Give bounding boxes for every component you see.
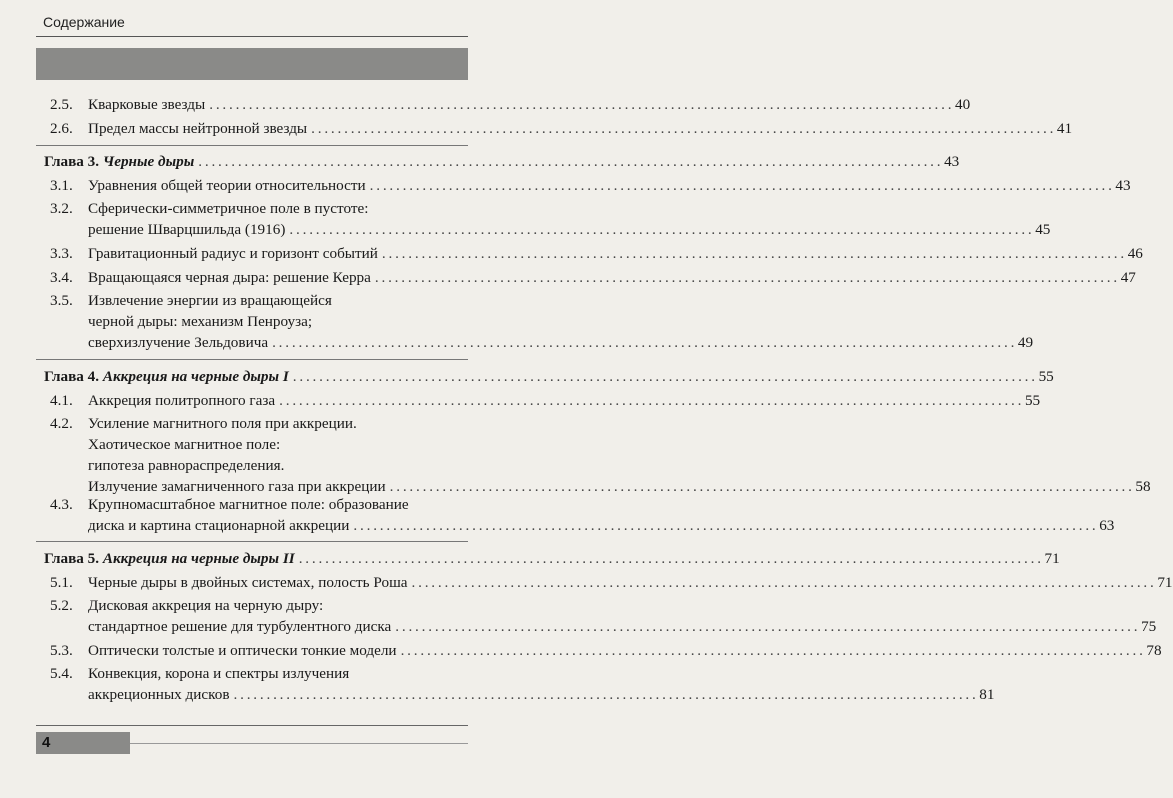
page-ref: 40 — [955, 96, 971, 113]
section-title: Предел массы нейтронной звезды — [88, 120, 308, 137]
toc-entry-3-3[interactable] — [50, 243, 1143, 264]
running-title: Содержание — [43, 14, 125, 30]
chapter-divider — [36, 359, 468, 360]
chapter-label: Глава 4. — [44, 368, 100, 385]
toc-entry-2-5[interactable] — [50, 94, 971, 115]
page-ref: 41 — [1056, 120, 1073, 137]
leader-dots — [205, 94, 955, 115]
toc-chapter-4[interactable] — [44, 366, 1054, 387]
section-title-continued: Излучение замагниченного газа при аккреции — [88, 478, 386, 495]
leader-dots — [289, 366, 1039, 387]
section-title: Крупномасштабное магнитное поле: образование — [88, 496, 409, 513]
section-number: 4.2. — [50, 415, 73, 432]
toc-entry-3-4[interactable] — [50, 267, 1136, 288]
page-ref: 71 — [1157, 574, 1173, 591]
leader-dots — [349, 515, 1099, 536]
toc-chapter-5[interactable] — [44, 548, 1060, 569]
leader-dots — [194, 151, 944, 172]
toc-chapter-3[interactable] — [44, 151, 960, 172]
toc-entry-5-3[interactable] — [50, 640, 1162, 661]
toc-entry-2-6[interactable] — [50, 118, 1073, 139]
leader-dots — [391, 616, 1141, 637]
section-title: Аккреция политропного газа — [88, 392, 276, 409]
toc-entry-5-1[interactable] — [50, 572, 1173, 593]
section-number: 3.2. — [50, 200, 73, 217]
footer-line — [130, 743, 468, 744]
section-title-continued: черной дыры: механизм Пенроуза; — [88, 313, 313, 330]
leader-dots — [378, 243, 1128, 264]
chapter-divider — [36, 541, 468, 542]
header-band — [36, 48, 468, 80]
page-ref: 71 — [1044, 550, 1060, 567]
page-ref: 75 — [1141, 618, 1157, 635]
section-number: 5.1. — [50, 574, 73, 591]
leader-dots — [386, 476, 1136, 497]
page-ref: 63 — [1099, 517, 1115, 534]
toc-entry-4-3[interactable] — [50, 494, 1115, 536]
section-number: 2.5. — [50, 96, 73, 113]
toc-entry-3-5[interactable] — [50, 290, 1034, 353]
section-title-continued: гипотеза равнораспределения. — [88, 457, 285, 474]
section-title: Усиление магнитного поля при аккреции. — [88, 415, 357, 432]
section-title: Кварковые звезды — [88, 96, 206, 113]
chapter-title: Аккреция на черные дыры I — [102, 368, 289, 385]
toc-entry-4-2[interactable] — [50, 413, 1151, 497]
page-ref: 55 — [1038, 368, 1054, 385]
section-number: 5.4. — [50, 665, 73, 682]
leader-dots — [307, 118, 1057, 139]
footer-rule — [36, 725, 468, 726]
header-rule — [36, 36, 468, 37]
section-title: Дисковая аккреция на черную дыру: — [88, 597, 324, 614]
chapter-title: Черные дыры — [102, 153, 195, 170]
toc-entry-5-4[interactable] — [50, 663, 995, 705]
page-ref: 55 — [1024, 392, 1041, 409]
section-number: 3.5. — [50, 292, 73, 309]
page-ref: 43 — [1115, 177, 1131, 194]
page-ref: 43 — [944, 153, 960, 170]
page-ref: 46 — [1127, 245, 1143, 262]
section-number: 2.6. — [50, 120, 73, 137]
section-title: Извлечение энергии из вращающейся — [88, 292, 332, 309]
leader-dots — [408, 572, 1158, 593]
toc-entry-5-2[interactable] — [50, 595, 1157, 637]
section-title: Сферически-симметричное поле в пустоте: — [88, 200, 369, 217]
toc-entry-4-1[interactable] — [50, 390, 1041, 411]
page-ref: 45 — [1035, 221, 1051, 238]
section-title: Оптически толстые и оптически тонкие модели — [88, 642, 397, 659]
section-title-continued: сверхизлучение Зельдовича — [88, 334, 269, 351]
leader-dots — [230, 684, 980, 705]
section-title: Черные дыры в двойных системах, полость Роша — [88, 574, 408, 591]
page-number: 4 — [42, 734, 51, 751]
section-title: Уравнения общей теории относительности — [88, 177, 366, 194]
section-number: 5.3. — [50, 642, 73, 659]
section-number: 3.1. — [50, 177, 73, 194]
chapter-label: Глава 5. — [44, 550, 100, 567]
section-title: Вращающаяся черная дыра: решение Керра — [88, 269, 371, 286]
chapter-divider — [36, 145, 468, 146]
toc-entry-3-1[interactable] — [50, 175, 1131, 196]
page-ref: 49 — [1017, 334, 1034, 351]
section-number: 3.4. — [50, 269, 73, 286]
section-title: Гравитационный радиус и горизонт событий — [88, 245, 378, 262]
section-number: 4.3. — [50, 496, 73, 513]
section-number: 3.3. — [50, 245, 73, 262]
leader-dots — [275, 390, 1025, 411]
page-ref: 78 — [1146, 642, 1162, 659]
leader-dots — [268, 332, 1018, 353]
toc-entry-3-2[interactable] — [50, 198, 1051, 240]
leader-dots — [371, 267, 1121, 288]
page-ref: 58 — [1135, 478, 1151, 495]
section-title-continued: стандартное решение для турбулентного диска — [88, 618, 392, 635]
leader-dots — [366, 175, 1116, 196]
chapter-title: Аккреция на черные дыры II — [102, 550, 295, 567]
chapter-label: Глава 3. — [44, 153, 100, 170]
leader-dots — [285, 219, 1035, 240]
section-title-continued: решение Шварцшильда (1916) — [88, 221, 286, 238]
section-title-continued: аккреционных дисков — [88, 686, 230, 703]
section-title-continued: Хаотическое магнитное поле: — [88, 436, 281, 453]
page-ref: 81 — [979, 686, 995, 703]
leader-dots — [397, 640, 1147, 661]
section-number: 5.2. — [50, 597, 73, 614]
section-title-continued: диска и картина стационарной аккреции — [88, 517, 350, 534]
leader-dots — [295, 548, 1045, 569]
section-title: Конвекция, корона и спектры излучения — [88, 665, 350, 682]
section-number: 4.1. — [50, 392, 73, 409]
page-ref: 47 — [1120, 269, 1136, 286]
